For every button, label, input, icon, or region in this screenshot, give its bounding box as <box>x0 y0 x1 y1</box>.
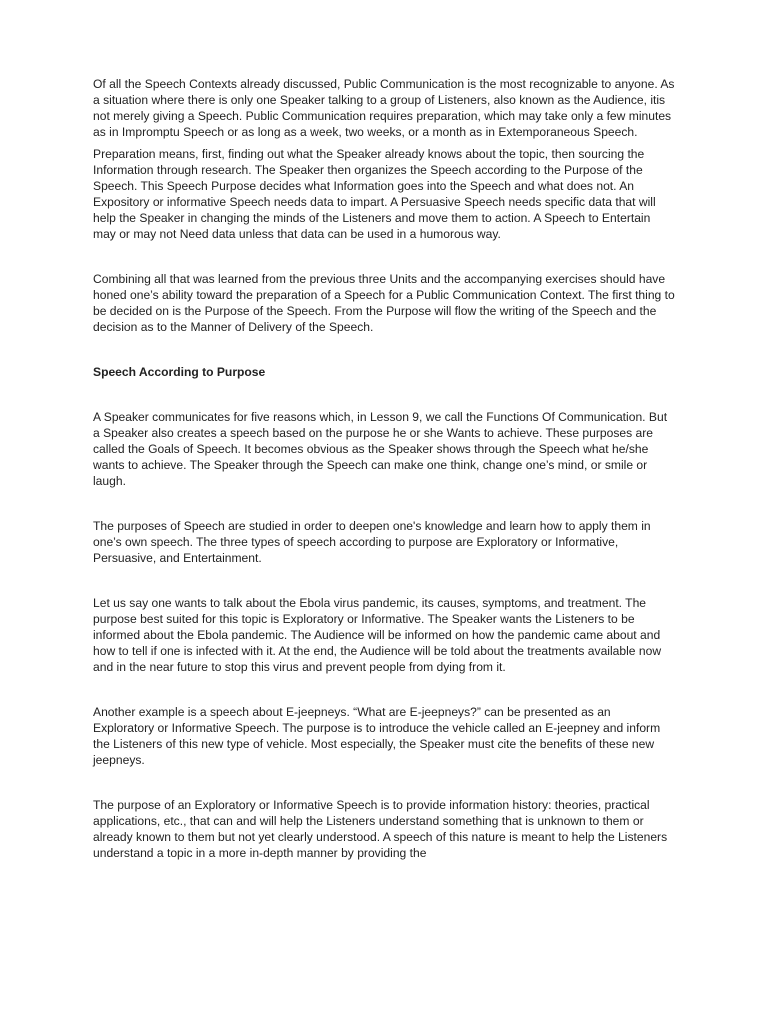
paragraph-purposes-of-speech: The purposes of Speech are studied in order to deepen one's knowledge and learn how to apply them in one’s own speech. The three types of speech according to purpose are Exploratory or Informative, Persuasive, and Entertainment. <box>93 519 651 565</box>
paragraph-public-communication: Of all the Speech Contexts already discussed, Public Communication is the most recognizable to anyone. As a situation where there is only one Speaker talking to a group of Listeners, also known as the Audience, itis not merely giving a Speech. Public Communication requires preparation, which may take only a few minutes as in Impromptu Speech or as long as a week, two weeks, or a month as in Extemporaneous Speech. <box>93 77 675 139</box>
paragraph-preparation: Preparation means, first, finding out what the Speaker already knows about the topic, then sourcing the Information through research. The Speaker then organizes the Speech according to the Purpose of the Speech. This Speech Purpose decides what Information goes into the Speech and what does not. An Expository or informative Speech needs data to impart. A Persuasive Speech needs specific data that will help the Speaker in changing the minds of the Listeners and move them to action. A Speech to Entertain may or may not Need data unless that data can be used in a humorous way. <box>93 147 656 241</box>
document-page <box>93 76 675 861</box>
paragraph-ebola-example: Let us say one wants to talk about the Ebola virus pandemic, its causes, symptoms, and treatment. The purpose best suited for this topic is Exploratory or Informative. The Speaker wants the Listeners to be informed about the Ebola pandemic. The Audience will be informed on how the pandemic came about and how to tell if one is infected with it. At the end, the Audience will be told about the treatments available now and in the near future to stop this virus and prevent people from dying from it. <box>93 596 662 674</box>
section-heading: Speech According to Purpose <box>93 365 266 379</box>
paragraph-combining: Combining all that was learned from the previous three Units and the accompanying exercises should have honed one’s ability toward the preparation of a Speech for a Public Communication Context. The first thing to be decided on is the Purpose of the Speech. From the Purpose will flow the writing of the Speech and the decision as to the Manner of Delivery of the Speech. <box>93 272 675 334</box>
paragraph-ejeepney-example: Another example is a speech about E-jeepneys. “What are E-jeepneys?” can be presented as an Exploratory or Informative Speech. The purpose is to introduce the vehicle called an E-jeepney and inform the Listeners of this new type of vehicle. Most especially, the Speaker must cite the benefits of these new jeepneys. <box>93 705 661 767</box>
paragraph-speaker-communicates: A Speaker communicates for five reasons which, in Lesson 9, we call the Functions Of Communication. But a Speaker also creates a speech based on the purpose he or she Wants to achieve. These purposes are called the Goals of Speech. It becomes obvious as the Speaker shows through the Speech what he/she wants to achieve. The Speaker through the Speech can make one think, change one’s mind, or smile or laugh. <box>93 410 668 488</box>
paragraph-informative-purpose: The purpose of an Exploratory or Informative Speech is to provide information history: theories, practical applications, etc., that can and will help the Listeners understand something that is unknown to them or already known to them but not yet clearly understood. A speech of this nature is meant to help the Listeners understand a topic in a more in-depth manner by providing the <box>93 798 668 860</box>
